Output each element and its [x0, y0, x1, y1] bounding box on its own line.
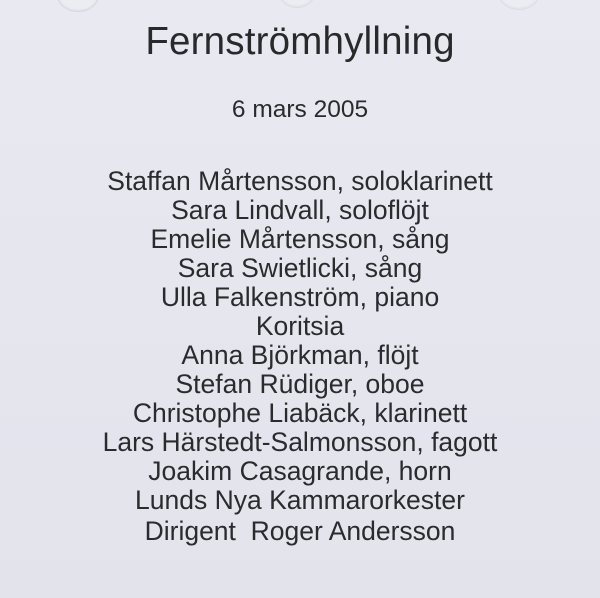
credit-line: Koritsia: [255, 311, 345, 341]
credit-line: Sara Swietlicki, sång: [177, 253, 423, 283]
credit-line: Lars Härstedt-Salmonsson, fagott: [102, 427, 498, 457]
tray-notch-right: [498, 0, 540, 10]
credit-line: Christophe Liabäck, klarinett: [132, 398, 468, 428]
tray-notch-middle: [278, 0, 316, 8]
credit-line: Ulla Falkenström, piano: [160, 282, 440, 312]
credit-line: Joakim Casagrande, horn: [148, 456, 452, 486]
credit-line: Stefan Rüdiger, oboe: [175, 369, 425, 399]
credit-line: Anna Björkman, flöjt: [181, 340, 419, 370]
album-title: Fernströmhyllning: [145, 20, 455, 63]
credit-line: Emelie Mårtensson, sång: [150, 224, 450, 254]
credit-line: Sara Lindvall, soloflöjt: [171, 195, 429, 225]
conductor-line: Dirigent Roger Andersson: [144, 516, 456, 546]
credit-line: Lunds Nya Kammarorkester: [135, 485, 465, 515]
concert-date: 6 mars 2005: [231, 96, 369, 123]
tray-notch-left: [57, 0, 99, 12]
credit-line: Staffan Mårtensson, soloklarinett: [107, 166, 493, 196]
performer-credits: [0, 167, 600, 546]
